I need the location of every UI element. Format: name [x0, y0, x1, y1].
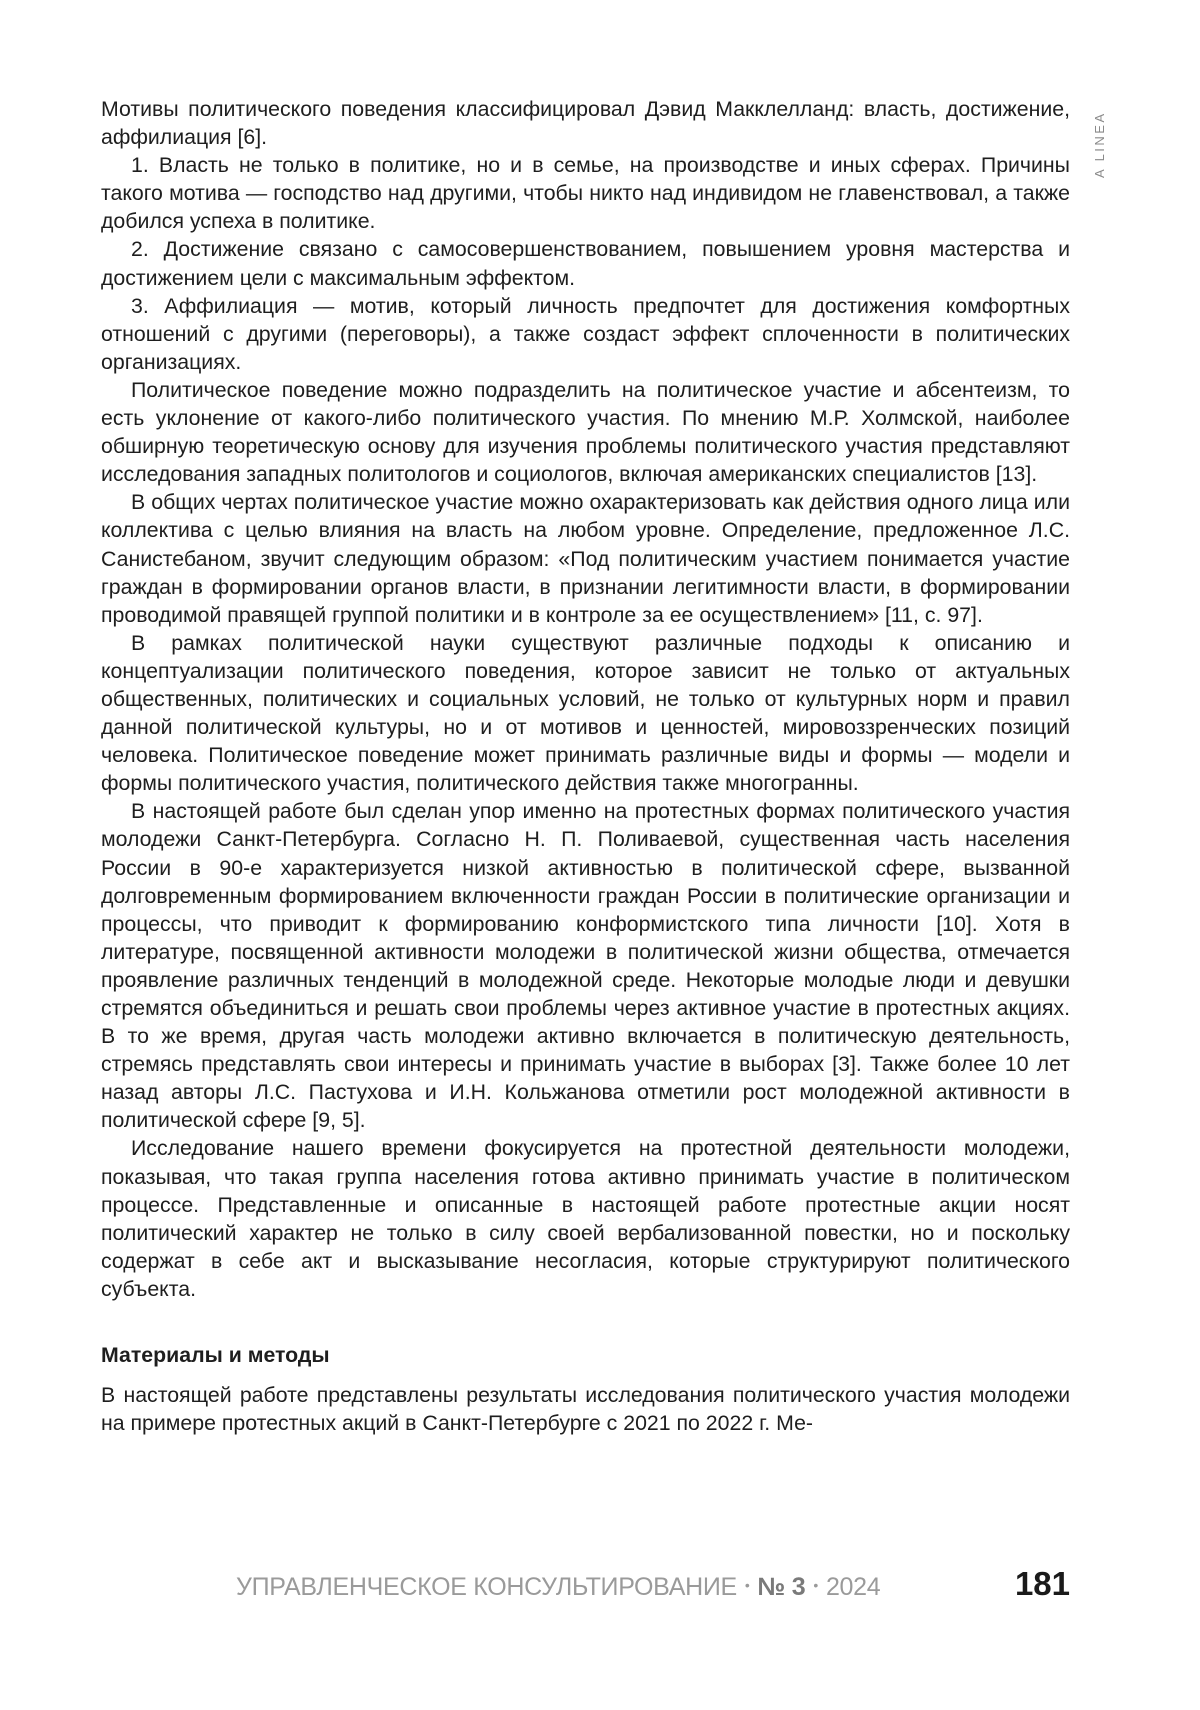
paragraph-7: В рамках политической науки существуют различные подходы к описанию и концептуализации политического поведения, которое зависит не только от актуальных общественных, политических и социальных условий, не только от культурных норм и правил данной политической культуры, но и от мотивов и ценностей, мировоззренческих позиций человека. Политическое поведение может принимать различные виды и формы — модели и формы политического участия, политического действия также многогранны. — [101, 630, 1070, 796]
paragraph-5: Политическое поведение можно подразделить на политическое участие и абсентеизм, то есть уклонение от какого-либо политического участия. По мнению М.Р. Холмской, наиболее обширную теоретическую основу для изучения проблемы политического участия представляют исследования западных политологов и социологов, включая американских специалистов [13]. — [101, 377, 1070, 487]
paragraph-8: В настоящей работе был сделан упор именно на протестных формах политического участия молодежи Санкт-Петербурга. Согласно Н. П. Поливаевой, существенная часть населения России в 90-е характеризуется низкой активностью в политической сфере, вызванной долговременным формированием включенности граждан России в политические организации и процессы, что приводит к формированию конформистского типа личности [10]. Хотя в литературе, посвященной активности молодежи в политической жизни общества, отмечается проявление различных тенденций в молодежной среде. Некоторые молодые люди и девушки стремятся объединиться и решать свои проблемы через активное участие в протестных акциях. В то же время, другая часть молодежи активно включается в политическую деятельность, стремясь представлять свои интересы и принимать участие в выборах [3]. Также более 10 лет назад авторы Л.С. Пастухова и И.Н. Кольжанова отметили рост молодежной активности в политической сфере [9, 5]. — [101, 799, 1070, 1133]
section-heading: Материалы и методы — [101, 1343, 330, 1368]
paragraph-6: В общих чертах политическое участие можно охарактеризовать как действия одного лица или коллектива с целью влияния на власть на любом уровне. Определение, предложенное Л.С. Санистебаном, звучит следующим образом: «Под политическим участием понимается участие граждан в формировании органов власти, в признании легитимности власти, в формировании проводимой правящей группой политики и в контроле за ее осуществлением» [11, с. 97]. — [101, 490, 1070, 627]
issue-year: 2024 — [825, 1573, 881, 1601]
paragraph-1: Мотивы политического поведения классифицировал Дэвид Макклелланд: власть, достижение, аффилиация [6]. — [101, 97, 1070, 150]
journal-info — [236, 1573, 880, 1602]
paragraph-9: Исследование нашего времени фокусируется на протестной деятельности молодежи, показывая, что такая группа населения готова активно принимать участие в политическом процессе. Представленные и описанные в настоящей работе протестные акции носят политический характер не только в силу своей вербализованной повестки, но и поскольку содержат в себе акт и высказывание несогласия, которые структурируют политического субъекта. — [101, 1136, 1070, 1301]
separator-dot: • — [744, 1577, 750, 1593]
page-number: 181 — [1014, 1565, 1070, 1602]
paragraph-3: 2. Достижение связано с самосовершенствованием, повышением уровня мастерства и достижением цели с максимальным эффектом. — [101, 237, 1070, 290]
journal-side-label — [1092, 98, 1152, 178]
separator-dot: • — [813, 1577, 818, 1593]
page-footer — [236, 1565, 1070, 1605]
paragraph-2: 1. Власть не только в политике, но и в семье, на производстве и иных сферах. Причины такого мотива — господство над другими, чтобы никто над индивидом не главенствовал, а также добился успеха в политике. — [101, 153, 1070, 234]
section-paragraph: В настоящей работе представлены результаты исследования политического участия молодежи на примере протестных акций в Санкт-Петербурге с 2021 по 2022 г. Ме- — [101, 1383, 1070, 1436]
paragraph-4: 3. Аффилиация — мотив, который личность предпочтет для достижения комфортных отношений с другими (переговоры), а также создаст эффект сплоченности в политических организациях. — [101, 293, 1070, 374]
journal-title: УПРАВЛЕНЧЕСКОЕ КОНСУЛЬТИРОВАНИЕ — [236, 1573, 737, 1601]
side-label-text: A LINEA — [1092, 111, 1107, 178]
issue-number: № 3 — [757, 1573, 806, 1601]
article-body — [101, 95, 1070, 1437]
